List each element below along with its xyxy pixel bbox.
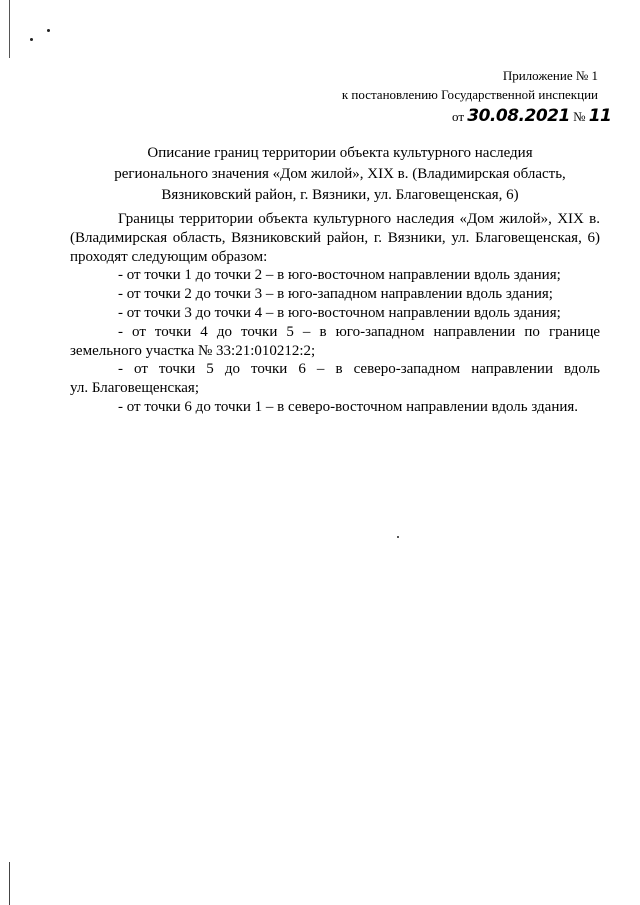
body-intro-line: Границы территории объекта культурного наследия «Дом жилой», XIX в. (118, 211, 600, 227)
scan-edge-line-bottom (9, 862, 10, 905)
boundary-item: - от точки 3 до точки 4 – в юго-восточном направлении вдоль здания; (118, 304, 561, 321)
appendix-header (342, 66, 598, 104)
scan-speck (47, 29, 50, 32)
appendix-title: Приложение № 1 (502, 68, 598, 83)
boundary-item-continuation: земельного участка № 33:21:010212:2; (70, 342, 316, 359)
boundary-item: - от точки 5 до точки 6 – в северо-западном направлении вдоль (118, 361, 600, 378)
appendix-reference: к постановлению Государственной инспекции (341, 87, 598, 102)
resolution-date-number (452, 106, 611, 126)
body-intro-line: проходят следующим образом: (70, 248, 268, 265)
boundary-item: - от точки 2 до точки 3 – в юго-западном направлении вдоль здания; (118, 286, 553, 303)
boundary-item: - от точки 4 до точки 5 – в юго-западном направлении по границе (118, 323, 600, 340)
scan-speck (397, 536, 399, 538)
number-label: № (573, 109, 586, 124)
document-title (90, 143, 590, 206)
document-body (70, 210, 600, 417)
handwritten-date: 30.08.2021 (467, 106, 570, 126)
title-line: регионального значения «Дом жилой», XIX в. (Владимирская область, (114, 166, 566, 182)
from-label: от (452, 109, 465, 124)
body-intro-line: (Владимирская область, Вязниковский район, г. Вязники, ул. Благовещенская, 6) (70, 229, 600, 246)
boundary-item-continuation: ул. Благовещенская; (70, 380, 199, 397)
title-line: Вязниковский район, г. Вязники, ул. Благовещенская, 6) (161, 187, 519, 203)
title-line: Описание границ территории объекта культурного наследия (147, 145, 533, 161)
handwritten-number: 11 (588, 106, 612, 126)
boundary-item: - от точки 6 до точки 1 – в северо-восточном направлении вдоль здания. (118, 398, 579, 415)
scan-speck (30, 38, 33, 41)
scan-edge-line-top (9, 0, 10, 58)
boundary-item: - от точки 1 до точки 2 – в юго-восточном направлении вдоль здания; (118, 267, 561, 284)
